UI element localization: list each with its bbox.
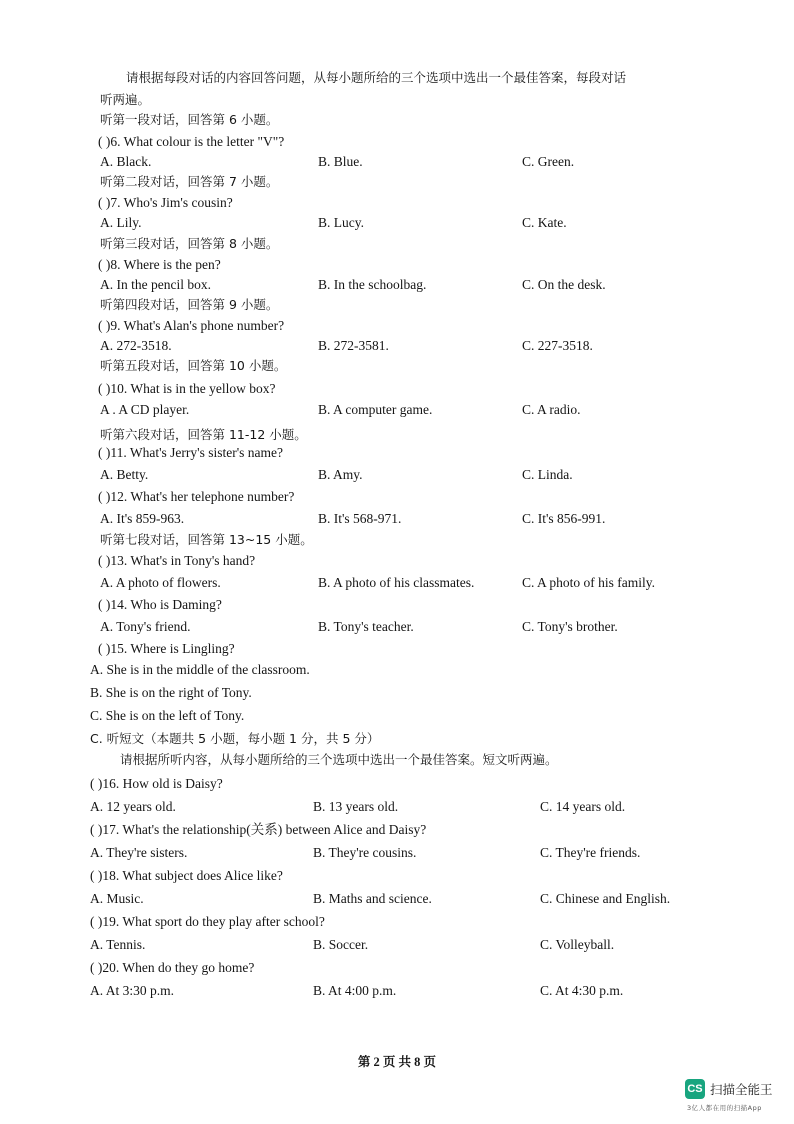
page-number: 第 2 页 共 8 页 <box>357 1055 437 1069</box>
question-stem: ( )18. What subject does Alice like? <box>90 868 283 883</box>
section-c-instruction: 请根据所听内容，从每小题所给的三个选项中选出一个最佳答案。短文听两遍。 <box>120 752 558 767</box>
answer-option: B. At 4:00 p.m. <box>313 983 397 998</box>
answer-option: B. She is on the right of Tony. <box>90 685 252 700</box>
answer-option: B. Lucy. <box>318 215 364 230</box>
question-stem: ( )12. What's her telephone number? <box>98 489 295 504</box>
answer-option: A. 12 years old. <box>90 799 176 814</box>
answer-option: A. A photo of flowers. <box>100 575 221 590</box>
dialogue-header: 听第一段对话，回答第 6 小题。 <box>100 112 279 127</box>
answer-option: B. Maths and science. <box>313 891 432 906</box>
answer-option: B. 272-3581. <box>318 338 389 353</box>
answer-option: C. She is on the left of Tony. <box>90 708 245 723</box>
answer-option: A. In the pencil box. <box>100 277 211 292</box>
question-stem: ( )9. What's Alan's phone number? <box>98 318 285 333</box>
answer-option: B. Soccer. <box>313 937 369 952</box>
intro-line-2: 听两遍。 <box>100 92 151 107</box>
answer-option: A. Betty. <box>100 467 149 482</box>
dialogue-header: 听第五段对话，回答第 10 小题。 <box>100 358 287 373</box>
answer-option: B. It's 568-971. <box>318 511 402 526</box>
dialogue-header: 听第四段对话，回答第 9 小题。 <box>100 297 279 312</box>
question-stem: ( )20. When do they go home? <box>90 960 255 975</box>
answer-option: C. Linda. <box>522 467 573 482</box>
question-stem: ( )17. What's the relationship(关系) between Alice and Daisy? <box>90 822 427 837</box>
answer-option: B. They're cousins. <box>313 845 417 860</box>
answer-option: A. Tennis. <box>90 937 146 952</box>
answer-option: A. She is in the middle of the classroom. <box>90 662 310 677</box>
dialogue-header: 听第六段对话，回答第 11-12 小题。 <box>100 427 307 442</box>
dialogue-header: 听第七段对话，回答第 13~15 小题。 <box>100 532 313 547</box>
answer-option: A. Black. <box>100 154 152 169</box>
answer-option: A. At 3:30 p.m. <box>90 983 175 998</box>
answer-option: C. Green. <box>522 154 575 169</box>
question-stem: ( )6. What colour is the letter "V"? <box>98 134 285 149</box>
answer-option: C. Kate. <box>522 215 567 230</box>
answer-option: B. Amy. <box>318 467 363 482</box>
answer-option: C. A radio. <box>522 402 581 417</box>
question-stem: ( )14. Who is Daming? <box>98 597 222 612</box>
question-stem: ( )10. What is in the yellow box? <box>98 381 276 396</box>
question-stem: ( )19. What sport do they play after school? <box>90 914 325 929</box>
question-stem: ( )11. What's Jerry's sister's name? <box>98 445 283 460</box>
answer-option: C. Tony's brother. <box>522 619 618 634</box>
answer-option: C. Chinese and English. <box>540 891 671 906</box>
answer-option: C. 227-3518. <box>522 338 593 353</box>
answer-option: C. They're friends. <box>540 845 641 860</box>
scanner-watermark <box>685 1079 773 1099</box>
question-stem: ( )16. How old is Daisy? <box>90 776 223 791</box>
answer-option: B. A photo of his classmates. <box>318 575 475 590</box>
question-stem: ( )8. Where is the pen? <box>98 257 221 272</box>
answer-option: C. It's 856-991. <box>522 511 606 526</box>
answer-option: C. On the desk. <box>522 277 606 292</box>
answer-option: A. They're sisters. <box>90 845 188 860</box>
answer-option: B. 13 years old. <box>313 799 399 814</box>
answer-option: A. Lily. <box>100 215 142 230</box>
watermark-name: 扫描全能王 <box>710 1082 773 1097</box>
camscanner-logo-icon: CS <box>685 1079 705 1099</box>
answer-option: B. Blue. <box>318 154 363 169</box>
answer-option: B. In the schoolbag. <box>318 277 427 292</box>
answer-option: A. 272-3518. <box>100 338 172 353</box>
question-stem: ( )13. What's in Tony's hand? <box>98 553 256 568</box>
question-stem: ( )15. Where is Lingling? <box>98 641 235 656</box>
answer-option: B. Tony's teacher. <box>318 619 414 634</box>
answer-option: C. Volleyball. <box>540 937 615 952</box>
answer-option: A. Tony's friend. <box>100 619 191 634</box>
answer-option: C. 14 years old. <box>540 799 626 814</box>
section-c-title: C. 听短文（本题共 5 小题，每小题 1 分，共 5 分） <box>90 731 380 746</box>
answer-option: A. Music. <box>90 891 144 906</box>
answer-option: C. A photo of his family. <box>522 575 656 590</box>
dialogue-header: 听第二段对话，回答第 7 小题。 <box>100 174 279 189</box>
intro-line-1: 请根据每段对话的内容回答问题，从每小题所给的三个选项中选出一个最佳答案，每段对话 <box>126 70 627 85</box>
question-stem: ( )7. Who's Jim's cousin? <box>98 195 233 210</box>
answer-option: B. A computer game. <box>318 402 433 417</box>
watermark-subtitle: 3亿人都在用的扫描App <box>687 1104 762 1112</box>
answer-option: A . A CD player. <box>100 402 190 417</box>
answer-option: C. At 4:30 p.m. <box>540 983 624 998</box>
answer-option: A. It's 859-963. <box>100 511 185 526</box>
dialogue-header: 听第三段对话，回答第 8 小题。 <box>100 236 279 251</box>
